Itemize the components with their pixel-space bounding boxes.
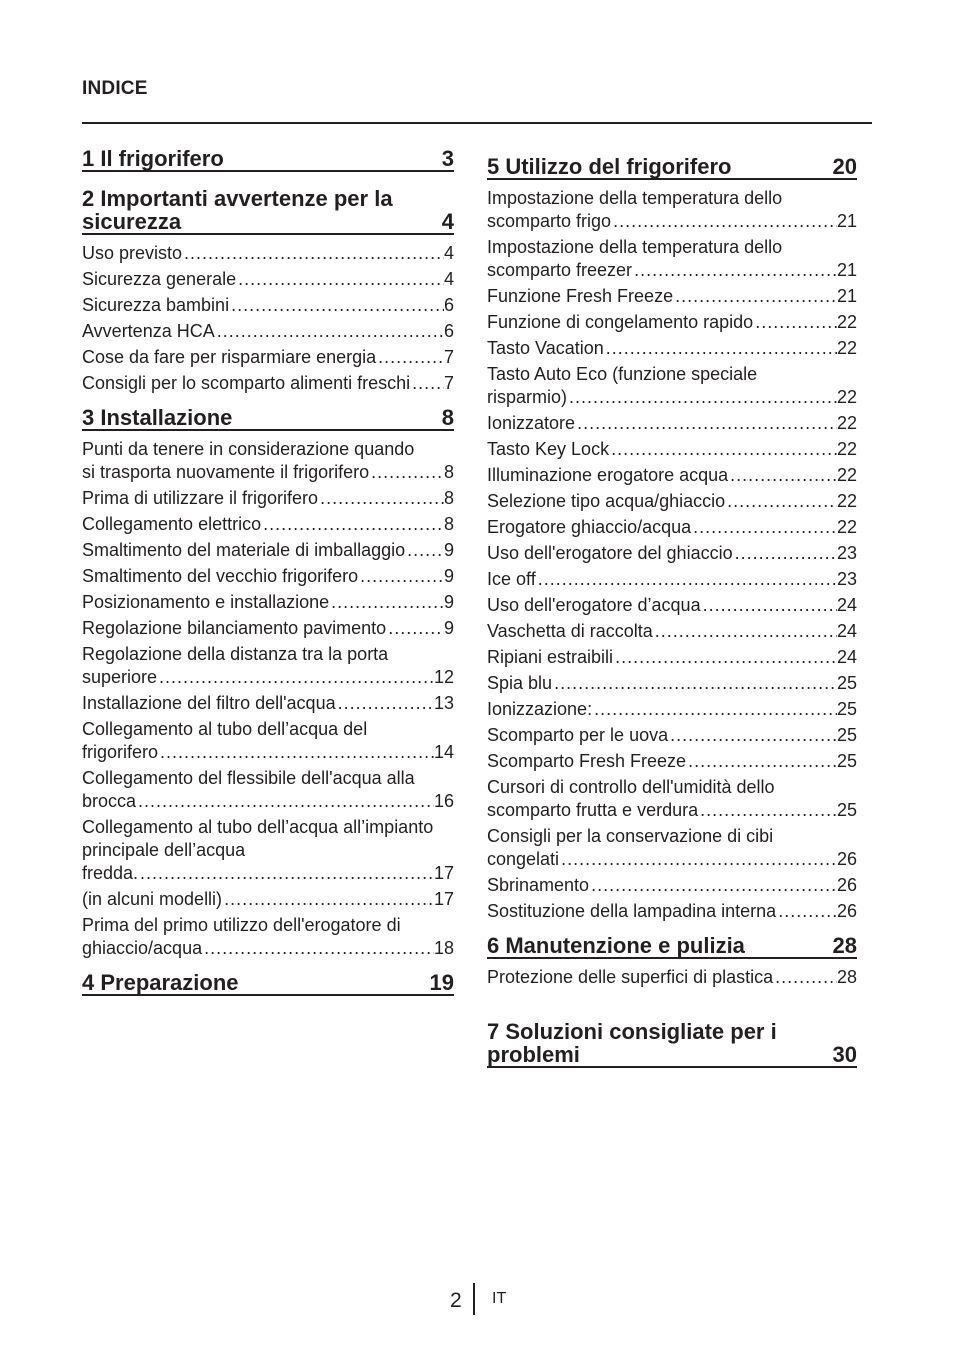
toc-entry[interactable]: [82, 438, 454, 484]
toc-entry[interactable]: [82, 767, 454, 813]
section-heading[interactable]: [82, 146, 454, 170]
entry-page-number: 23: [836, 543, 857, 563]
dot-leader: [536, 568, 837, 591]
section-heading[interactable]: [82, 970, 454, 994]
section-page-number: 30: [832, 1042, 857, 1067]
entry-line: [487, 285, 857, 308]
entry-line: [82, 320, 454, 343]
toc-entry[interactable]: [82, 242, 454, 265]
entry-page-number: 18: [433, 938, 454, 958]
dot-leader: [613, 646, 837, 669]
entry-text: ghiaccio/acqua: [82, 938, 203, 958]
toc-entry[interactable]: [487, 568, 857, 591]
entry-line: [82, 937, 454, 960]
entry-page-number: 6: [443, 321, 454, 341]
toc-entry[interactable]: [487, 874, 857, 897]
index-heading: INDICE: [82, 78, 148, 99]
toc-entry[interactable]: [82, 617, 454, 640]
entry-page-number: 28: [836, 967, 857, 987]
entry-text: si trasporta nuovamente il frigorifero: [82, 462, 370, 482]
section-heading[interactable]: [487, 154, 857, 178]
page-number: 2: [450, 1289, 462, 1312]
section-title: 5 Utilizzo del frigorifero: [487, 154, 732, 179]
section-page-number: 3: [441, 146, 454, 171]
entry-line: [82, 346, 454, 369]
entry-text: Ionizzatore: [487, 413, 576, 433]
toc-entry[interactable]: [487, 825, 857, 871]
dot-leader: [653, 620, 837, 643]
entry-text-line: Impostazione della temperatura dello: [487, 188, 783, 208]
dot-leader: [773, 966, 837, 989]
entry-page-number: 22: [836, 465, 857, 485]
entry-line: [487, 874, 857, 897]
toc-entry[interactable]: [487, 236, 857, 282]
entry-line: [82, 242, 454, 265]
entry-page-number: 9: [443, 592, 454, 612]
toc-section: [82, 186, 454, 235]
toc-entry[interactable]: [82, 487, 454, 510]
entry-line: [82, 487, 454, 510]
dot-leader: [592, 698, 837, 721]
entry-line: [487, 490, 857, 513]
toc-entry[interactable]: [487, 363, 857, 409]
entry-page-number: 8: [443, 488, 454, 508]
toc-entry[interactable]: [82, 268, 454, 291]
entry-line: [487, 337, 857, 360]
entry-line: [82, 513, 454, 536]
entry-text: superiore: [82, 667, 158, 687]
entry-text: Cose da fare per risparmiare energia: [82, 347, 377, 367]
dot-leader: [673, 285, 837, 308]
toc-entry[interactable]: [82, 372, 454, 395]
entry-text-line: Cursori di controllo dell'umidità dello: [487, 777, 775, 797]
entry-page-number: 25: [836, 673, 857, 693]
entry-line: [487, 568, 857, 591]
toc-entry[interactable]: [487, 646, 857, 669]
entry-page-number: 26: [836, 849, 857, 869]
entry-text-line: Collegamento al tubo dell’acqua del: [82, 719, 368, 739]
dot-leader: [698, 799, 837, 822]
dot-leader: [358, 565, 444, 588]
entry-text: Sostituzione della lampadina interna: [487, 901, 777, 921]
section-page-number: 19: [429, 970, 454, 995]
dot-leader: [725, 490, 837, 513]
dot-leader: [691, 516, 837, 539]
dot-leader: [632, 259, 837, 282]
section-heading[interactable]: [82, 405, 454, 429]
toc-left-column: [82, 146, 454, 1003]
section-page-number: 20: [832, 154, 857, 179]
entry-text: Protezione delle superfici di plastica: [487, 967, 774, 987]
dot-leader: [376, 346, 444, 369]
entry-text: Funzione di congelamento rapido: [487, 312, 754, 332]
toc-entry[interactable]: [487, 620, 857, 643]
entry-text: scomparto frigo: [487, 211, 612, 231]
entry-page-number: 25: [836, 699, 857, 719]
toc-entry[interactable]: [487, 285, 857, 308]
dot-leader: [182, 242, 444, 265]
entry-text: Scomparto Fresh Freeze: [487, 751, 687, 771]
entry-text: Sicurezza bambini: [82, 295, 230, 315]
dot-leader: [329, 591, 444, 614]
dot-leader: [728, 464, 837, 487]
dot-leader: [686, 750, 837, 773]
entry-line: [487, 516, 857, 539]
entry-text: Smaltimento del materiale di imballaggio: [82, 540, 406, 560]
section-entries: [487, 187, 857, 923]
dot-leader: [158, 741, 434, 764]
entry-line: [82, 790, 454, 813]
entry-text: Uso dell'erogatore d’acqua: [487, 595, 701, 615]
toc-entry[interactable]: [82, 539, 454, 562]
entry-text: Spia blu: [487, 673, 553, 693]
toc-section: [82, 970, 454, 996]
dot-leader: [138, 862, 434, 885]
entry-text: Illuminazione erogatore acqua: [487, 465, 729, 485]
entry-text: Tasto Vacation: [487, 338, 604, 358]
entry-text: Ripiani estraibili: [487, 647, 614, 667]
entry-page-number: 9: [443, 618, 454, 638]
entry-text: Prima di utilizzare il frigorifero: [82, 488, 319, 508]
header-rule: [82, 122, 872, 124]
toc-section: [487, 154, 857, 180]
dot-leader: [236, 268, 444, 291]
toc-section: [82, 146, 454, 172]
entry-text: Installazione del filtro dell'acqua: [82, 693, 336, 713]
entry-text-line: Collegamento al tubo dell’acqua all’impianto principale dell’acqua: [82, 817, 434, 860]
entry-page-number: 24: [836, 621, 857, 641]
entry-line: [487, 966, 857, 989]
entry-line: [82, 692, 454, 715]
toc-entry[interactable]: [82, 320, 454, 343]
entry-text-line: Impostazione della temperatura dello: [487, 237, 783, 257]
entry-text: Selezione tipo acqua/ghiaccio: [487, 491, 726, 511]
entry-line: [82, 617, 454, 640]
entry-text-line: Tasto Auto Eco (funzione speciale: [487, 364, 758, 384]
entry-line: [487, 724, 857, 747]
footer-divider: [473, 1283, 475, 1315]
entry-text-line: Regolazione della distanza tra la porta: [82, 644, 389, 664]
entry-text: Collegamento elettrico: [82, 514, 262, 534]
toc-entry[interactable]: [82, 565, 454, 588]
toc-entry[interactable]: [82, 888, 454, 911]
toc-entry[interactable]: [82, 346, 454, 369]
section-heading[interactable]: [487, 1019, 857, 1066]
entry-page-number: 26: [836, 875, 857, 895]
toc-entry[interactable]: [487, 672, 857, 695]
dot-leader: [701, 594, 837, 617]
entry-line: [487, 750, 857, 773]
dot-leader: [336, 692, 434, 715]
entry-line: [487, 438, 857, 461]
entry-text: Sbrinamento: [487, 875, 590, 895]
entry-line: [82, 862, 454, 885]
entry-page-number: 24: [836, 595, 857, 615]
dot-leader: [136, 790, 434, 813]
dot-leader: [733, 542, 837, 565]
entry-page-number: 13: [433, 693, 454, 713]
entry-page-number: 23: [836, 569, 857, 589]
toc-entry[interactable]: [82, 914, 454, 960]
entry-text: Ice off: [487, 569, 536, 589]
entry-page-number: 25: [836, 800, 857, 820]
toc-entry[interactable]: [487, 724, 857, 747]
entry-line: [82, 268, 454, 291]
entry-text: Erogatore ghiaccio/acqua: [487, 517, 692, 537]
entry-page-number: 4: [443, 243, 454, 263]
entry-page-number: 7: [443, 373, 454, 393]
entry-text: Funzione Fresh Freeze: [487, 286, 674, 306]
dot-leader: [604, 337, 837, 360]
dot-leader: [386, 617, 444, 640]
dot-leader: [611, 210, 837, 233]
entry-line: [487, 259, 857, 282]
section-entries: [82, 242, 454, 395]
entry-line: [82, 565, 454, 588]
entry-text: congelati: [487, 849, 560, 869]
toc-section: [487, 933, 857, 959]
entry-text: Consigli per lo scomparto alimenti freschi: [82, 373, 411, 393]
entry-text: brocca: [82, 791, 137, 811]
entry-page-number: 9: [443, 566, 454, 586]
toc-entry[interactable]: [487, 490, 857, 513]
entry-line: [82, 539, 454, 562]
dot-leader: [567, 386, 837, 409]
dot-leader: [222, 888, 434, 911]
entry-text-line: Prima del primo utilizzo dell'erogatore di: [82, 915, 401, 935]
toc-entry[interactable]: [487, 311, 857, 334]
dot-leader: [369, 461, 444, 484]
section-page-number: 28: [832, 933, 857, 958]
toc-entry[interactable]: [82, 692, 454, 715]
toc-entry[interactable]: [82, 718, 454, 764]
section-page-number: 8: [441, 405, 454, 430]
entry-line: [487, 799, 857, 822]
section-title: 7 Soluzioni consigliate per i problemi: [487, 1019, 777, 1067]
entry-text: Avvertenza HCA: [82, 321, 215, 341]
toc-entry[interactable]: [487, 412, 857, 435]
toc-entry[interactable]: [82, 591, 454, 614]
section-entries: [82, 438, 454, 960]
toc-section: [82, 405, 454, 431]
entry-text: Smaltimento del vecchio frigorifero: [82, 566, 359, 586]
entry-page-number: 22: [836, 413, 857, 433]
section-title: 3 Installazione: [82, 405, 233, 430]
toc-entry[interactable]: [487, 776, 857, 822]
toc-entry[interactable]: [82, 643, 454, 689]
dot-leader: [157, 666, 434, 689]
entry-text-line: Consigli per la conservazione di cibi: [487, 826, 774, 846]
entry-page-number: 9: [443, 540, 454, 560]
entry-line: [487, 412, 857, 435]
toc-entry[interactable]: [487, 966, 857, 989]
entry-line: [82, 888, 454, 911]
entry-page-number: 14: [433, 742, 454, 762]
dot-leader: [753, 311, 837, 334]
dot-leader: [410, 372, 444, 395]
entry-page-number: 8: [443, 514, 454, 534]
entry-line: [82, 294, 454, 317]
toc-entry[interactable]: [487, 438, 857, 461]
entry-page-number: 16: [433, 791, 454, 811]
toc-entry[interactable]: [487, 464, 857, 487]
toc-entry[interactable]: [487, 698, 857, 721]
dot-leader: [589, 874, 837, 897]
entry-text: Vaschetta di raccolta: [487, 621, 653, 641]
entry-page-number: 24: [836, 647, 857, 667]
dot-leader: [318, 487, 444, 510]
entry-line: [487, 311, 857, 334]
dot-leader: [575, 412, 837, 435]
entry-text: risparmio): [487, 387, 568, 407]
entry-line: [487, 900, 857, 923]
section-entries: [487, 966, 857, 989]
entry-page-number: 7: [443, 347, 454, 367]
dot-leader: [215, 320, 444, 343]
entry-page-number: 6: [443, 295, 454, 315]
entry-page-number: 21: [836, 211, 857, 231]
entry-text: fredda.: [82, 863, 139, 883]
entry-page-number: 12: [433, 667, 454, 687]
entry-line: [487, 848, 857, 871]
entry-line: [487, 386, 857, 409]
section-heading[interactable]: [487, 933, 857, 957]
entry-line: [82, 666, 454, 689]
toc-entry[interactable]: [487, 594, 857, 617]
entry-page-number: 22: [836, 387, 857, 407]
entry-line: [82, 591, 454, 614]
entry-line: [487, 620, 857, 643]
toc-right-column: [487, 154, 857, 1075]
section-title: 4 Preparazione: [82, 970, 239, 995]
toc-entry[interactable]: [487, 542, 857, 565]
section-page-number: 4: [441, 209, 454, 234]
entry-page-number: 25: [836, 751, 857, 771]
entry-text: Uso previsto: [82, 243, 183, 263]
toc-entry[interactable]: [487, 750, 857, 773]
entry-page-number: 26: [836, 901, 857, 921]
entry-page-number: 21: [836, 260, 857, 280]
toc-section: [487, 1019, 857, 1068]
toc-entry[interactable]: [82, 513, 454, 536]
entry-line: [487, 594, 857, 617]
entry-text: Tasto Key Lock: [487, 439, 610, 459]
dot-leader: [559, 848, 837, 871]
entry-page-number: 22: [836, 312, 857, 332]
entry-text: scomparto frutta e verdura: [487, 800, 699, 820]
dot-leader: [668, 724, 837, 747]
entry-text-line: Collegamento del flessibile dell'acqua alla: [82, 768, 415, 788]
entry-page-number: 4: [443, 269, 454, 289]
entry-text: scomparto freezer: [487, 260, 633, 280]
entry-line: [82, 461, 454, 484]
entry-line: [487, 672, 857, 695]
toc-entry[interactable]: [82, 816, 454, 885]
entry-line: [82, 741, 454, 764]
dot-leader: [609, 438, 837, 461]
dot-leader: [202, 937, 434, 960]
entry-page-number: 17: [433, 863, 454, 883]
entry-text: Scomparto per le uova: [487, 725, 669, 745]
section-title: 1 Il frigorifero: [82, 146, 224, 171]
entry-page-number: 22: [836, 338, 857, 358]
entry-page-number: 22: [836, 517, 857, 537]
entry-text: Ionizzazione:: [487, 699, 593, 719]
section-title: 2 Importanti avvertenze per la sicurezza: [82, 186, 393, 234]
toc-entry[interactable]: [82, 294, 454, 317]
entry-page-number: 21: [836, 286, 857, 306]
dot-leader: [405, 539, 444, 562]
toc-entry[interactable]: [487, 337, 857, 360]
entry-text: Uso dell'erogatore del ghiaccio: [487, 543, 733, 563]
entry-text: Regolazione bilanciamento pavimento: [82, 618, 387, 638]
section-heading[interactable]: [82, 186, 454, 233]
entry-page-number: 22: [836, 491, 857, 511]
toc-entry[interactable]: [487, 516, 857, 539]
entry-text-line: Punti da tenere in considerazione quando: [82, 439, 415, 459]
entry-line: [82, 372, 454, 395]
entry-line: [487, 210, 857, 233]
dot-leader: [261, 513, 444, 536]
entry-text: Sicurezza generale: [82, 269, 237, 289]
entry-page-number: 17: [433, 889, 454, 909]
entry-text: Posizionamento e installazione: [82, 592, 330, 612]
entry-page-number: 25: [836, 725, 857, 745]
toc-entry[interactable]: [487, 900, 857, 923]
entry-page-number: 8: [443, 462, 454, 482]
dot-leader: [229, 294, 444, 317]
entry-page-number: 22: [836, 439, 857, 459]
entry-line: [487, 646, 857, 669]
entry-line: [487, 698, 857, 721]
dot-leader: [552, 672, 837, 695]
entry-text: (in alcuni modelli): [82, 889, 223, 909]
toc-entry[interactable]: [487, 187, 857, 233]
dot-leader: [776, 900, 837, 923]
entry-line: [487, 464, 857, 487]
entry-line: [487, 542, 857, 565]
language-code: IT: [492, 1290, 507, 1307]
entry-text: frigorifero: [82, 742, 159, 762]
section-title: 6 Manutenzione e pulizia: [487, 933, 745, 958]
